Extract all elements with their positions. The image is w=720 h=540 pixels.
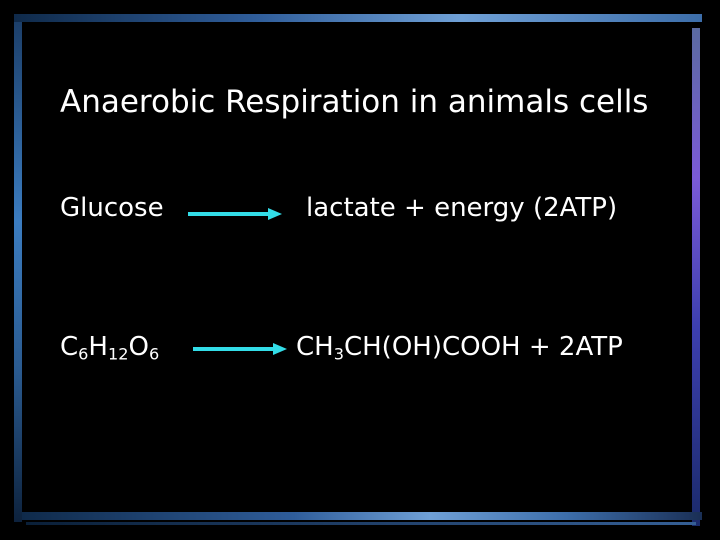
glucose-formula: $C_6H_{12}O_6$ xyxy=(60,332,160,364)
lactate-formula: $CH_3CH(OH)COOH + 2ATP$ xyxy=(296,332,623,364)
word-equation-reactant: Glucose xyxy=(60,193,164,223)
frame-top-bar xyxy=(14,14,702,22)
frame-left-bar xyxy=(14,22,22,522)
reaction-arrow-icon xyxy=(188,205,284,223)
frame-right-bar xyxy=(692,28,700,526)
slide-title: Anaerobic Respiration in animals cells xyxy=(60,84,649,120)
frame-bottom-bar xyxy=(22,512,702,520)
word-equation-product: lactate + energy (2ATP) xyxy=(306,193,618,223)
reaction-arrow-icon xyxy=(193,340,289,358)
frame-bottom-underline xyxy=(26,522,696,525)
